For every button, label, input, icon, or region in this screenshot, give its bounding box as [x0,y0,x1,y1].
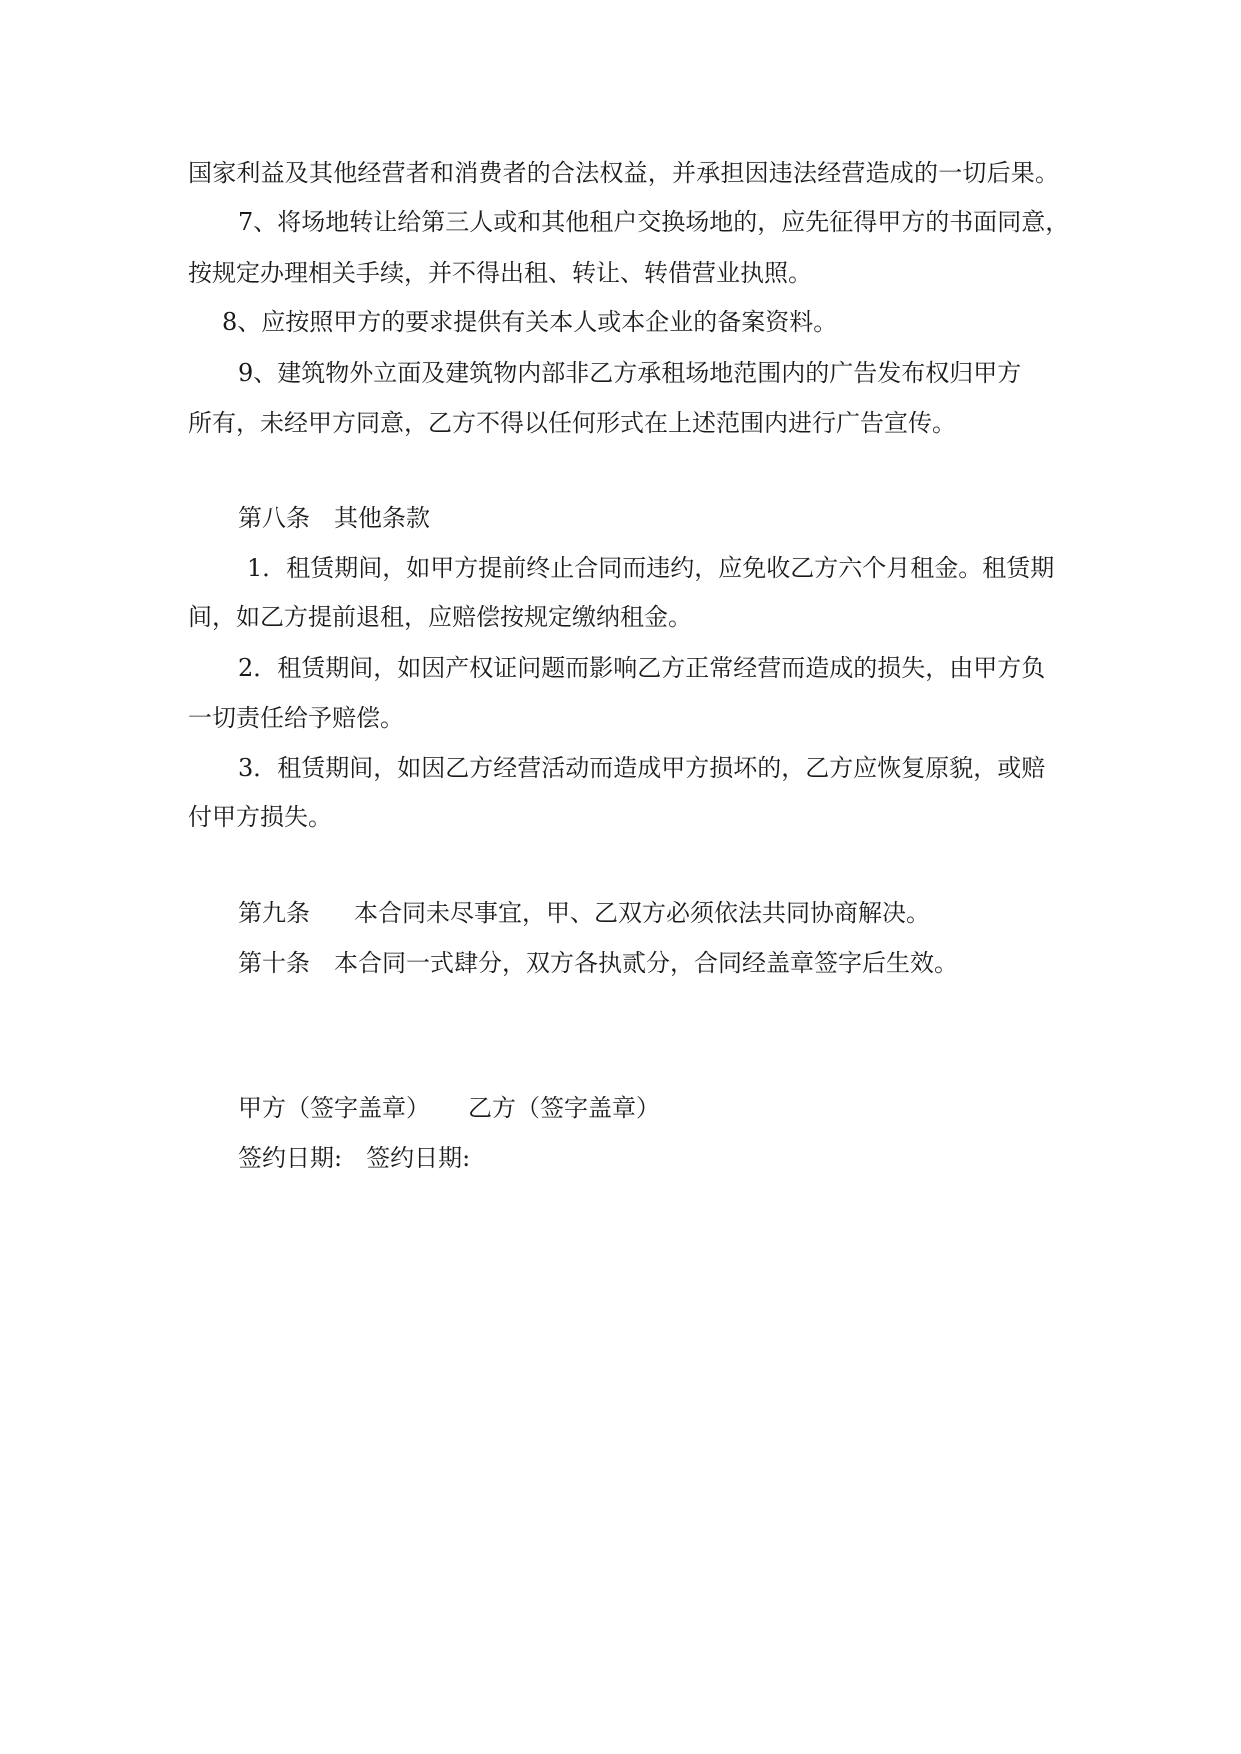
party-a-signature-label: 甲方（签字盖章） [238,1094,430,1122]
clause-9-continuation: 所有，未经甲方同意，乙方不得以任何形式在上述范围内进行广告宣传。 [188,409,956,437]
signature-row [238,1093,660,1123]
party-a-date-label: 签约日期: [238,1144,343,1172]
article-10-number: 第十条 [238,949,310,977]
article-10 [238,948,958,978]
article-8-item-3-line: 3．租赁期间，如因乙方经营活动而造成甲方损坏的，乙方应恢复原貌，或赔 [238,754,1046,782]
article-9-number: 第九条 [238,899,310,927]
article-8-item-2-line: 2．租赁期间，如因产权证问题而影响乙方正常经营而造成的损失，由甲方负 [238,654,1046,682]
clause-7-continuation: 按规定办理相关手续，并不得出租、转让、转借营业执照。 [188,259,812,287]
signing-date-row [238,1143,470,1173]
article-9-text: 本合同未尽事宜，甲、乙双方必须依法共同协商解决。 [354,899,930,927]
clause-7-line: 7、将场地转让给第三人或和其他租户交换场地的，应先征得甲方的书面同意， [238,208,1070,236]
article-8-item-1-continuation: 间，如乙方提前退租，应赔偿按规定缴纳租金。 [188,603,692,631]
article-10-text: 本合同一式肆分，双方各执贰分，合同经盖章签字后生效。 [334,949,958,977]
clause-9-line: 9、建筑物外立面及建筑物内部非乙方承租场地范围内的广告发布权归甲方 [238,359,1022,387]
body-line: 国家利益及其他经营者和消费者的合法权益，并承担因违法经营造成的一切后果。 [188,159,1060,187]
article-8-number: 第八条 [238,504,310,532]
article-8-heading [238,503,430,533]
article-8-item-1-line: 1．租赁期间，如甲方提前终止合同而违约，应免收乙方六个月租金。租赁期 [247,554,1055,582]
clause-8-line: 8、应按照甲方的要求提供有关本人或本企业的备案资料。 [222,308,838,336]
article-8-title: 其他条款 [334,504,430,532]
article-8-item-3-continuation: 付甲方损失。 [188,803,332,831]
article-9 [238,898,930,928]
article-8-item-2-continuation: 一切责任给予赔偿。 [188,704,404,732]
party-b-signature-label: 乙方（签字盖章） [468,1094,660,1122]
party-b-date-label: 签约日期: [366,1144,471,1172]
